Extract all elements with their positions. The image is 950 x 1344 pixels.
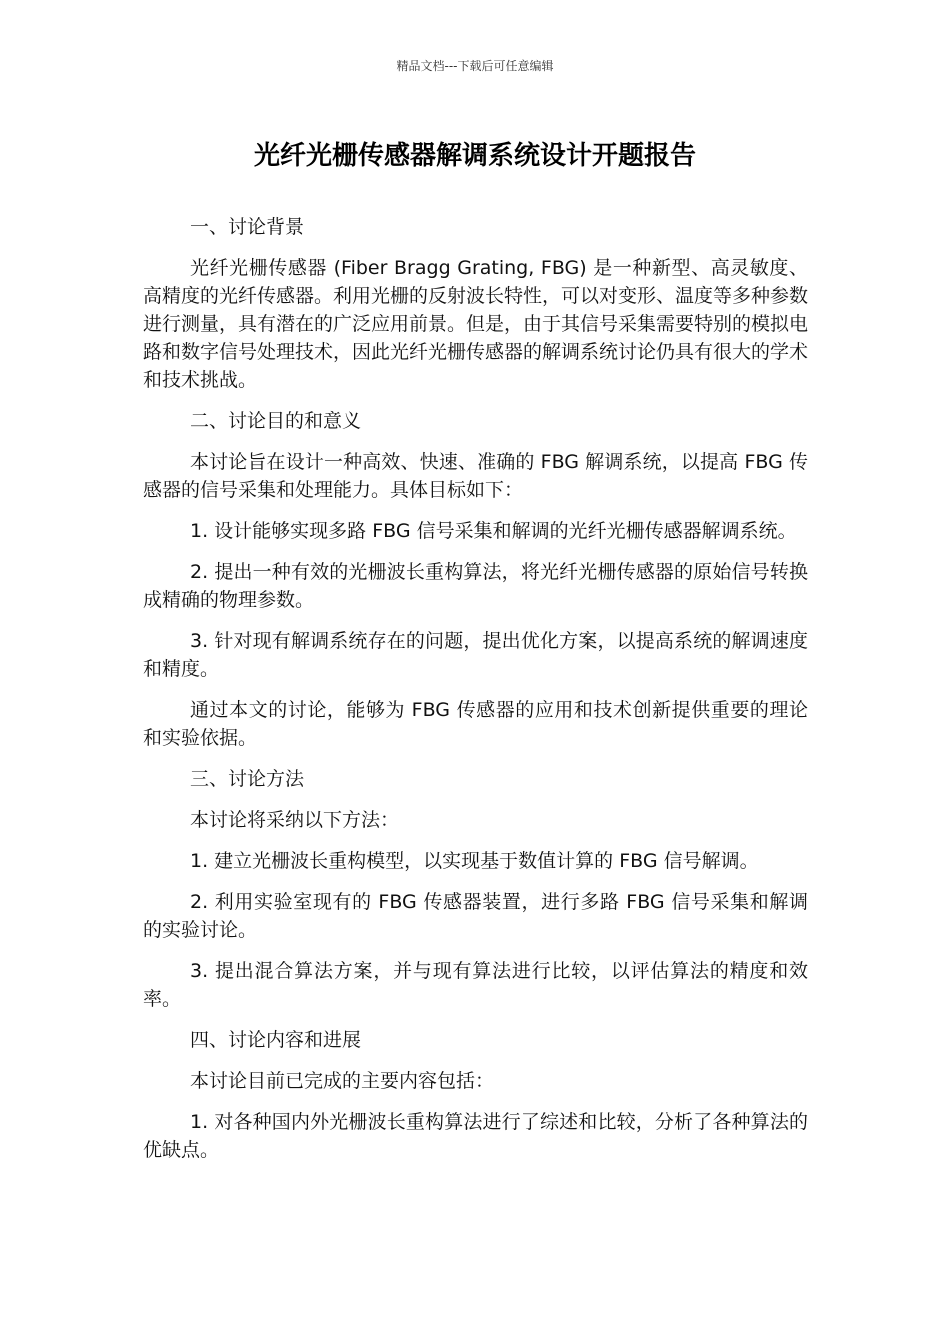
list-item: 1. 对各种国内外光栅波长重构算法进行了综述和比较，分析了各种算法的优缺点。 [143, 1111, 808, 1161]
list-item: 3. 针对现有解调系统存在的问题，提出优化方案，以提高系统的解调速度和精度。 [143, 630, 808, 680]
document-title: 光纤光栅传感器解调系统设计开题报告 [253, 141, 696, 171]
document-body [143, 213, 808, 1177]
list-item: 2. 利用实验室现有的 FBG 传感器装置，进行多路 FBG 信号采集和解调的实验讨论。 [143, 891, 808, 941]
paragraph: 本讨论将采纳以下方法： [190, 809, 400, 831]
section-heading: 三、讨论方法 [190, 768, 305, 790]
section-heading: 二、讨论目的和意义 [190, 410, 362, 432]
paragraph: 光纤光栅传感器 (Fiber Bragg Grating, FBG) 是一种新型、高灵敏度、高精度的光纤传感器。利用光栅的反射波长特性，可以对变形、温度等多种参数进行测量，具有潜在的广泛应用前景。但是，由于其信号采集需要特别的模拟电路和数字信号处理技术，因此光纤光栅传感器的解调系统讨论仍具有很大的学术和技术挑战。 [143, 257, 809, 391]
page-header: 精品文档---下载后可任意编辑 [396, 59, 554, 73]
section-heading: 一、讨论背景 [190, 216, 305, 238]
list-item: 1. 建立光栅波长重构模型，以实现基于数值计算的 FBG 信号解调。 [190, 850, 759, 872]
list-item: 1. 设计能够实现多路 FBG 信号采集和解调的光纤光栅传感器解调系统。 [190, 520, 797, 542]
paragraph: 本讨论旨在设计一种高效、快速、准确的 FBG 解调系统，以提高 FBG 传感器的信号采集和处理能力。具体目标如下： [143, 451, 808, 501]
list-item: 3. 提出混合算法方案，并与现有算法进行比较，以评估算法的精度和效率。 [143, 960, 808, 1010]
section-heading: 四、讨论内容和进展 [190, 1029, 362, 1051]
paragraph: 本讨论目前已完成的主要内容包括： [190, 1070, 495, 1092]
paragraph: 通过本文的讨论，能够为 FBG 传感器的应用和技术创新提供重要的理论和实验依据。 [143, 699, 808, 749]
list-item: 2. 提出一种有效的光栅波长重构算法，将光纤光栅传感器的原始信号转换成精确的物理参数。 [143, 561, 808, 611]
